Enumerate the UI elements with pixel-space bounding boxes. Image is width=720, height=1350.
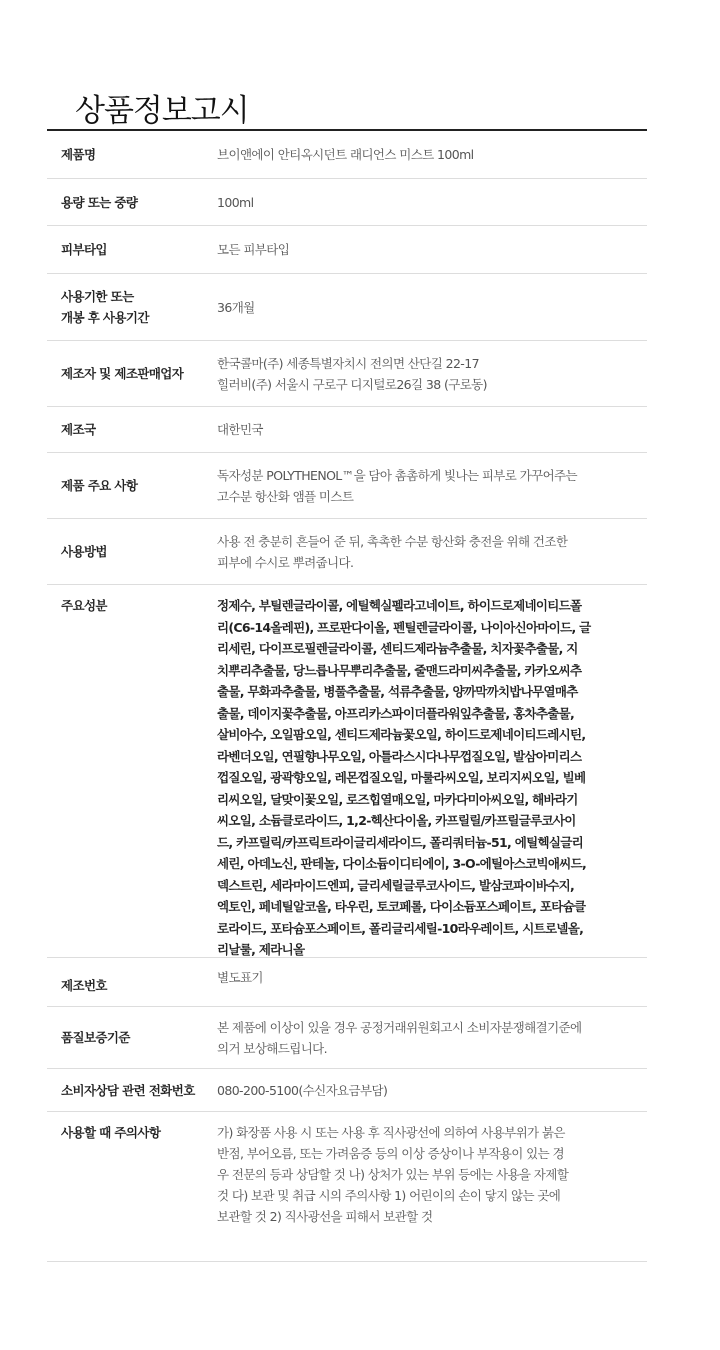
row-value-line: 별도표기 bbox=[217, 970, 263, 985]
row-value-line: 리씨오일, 달맞이꽃오일, 로즈힙열매오일, 마카다미아씨오일, 해바라기 bbox=[217, 791, 578, 807]
row-value-line: 리날룰, 제라니올 bbox=[217, 942, 305, 957]
row-value bbox=[217, 465, 647, 507]
row-value bbox=[217, 419, 647, 440]
row-value-line: 피부에 수시로 뿌려줍니다. bbox=[217, 554, 354, 570]
row-label bbox=[47, 286, 217, 328]
key-features-row bbox=[47, 453, 647, 519]
row-value bbox=[217, 958, 647, 988]
skin-type-row bbox=[47, 226, 647, 274]
row-label-line: 제조국 bbox=[61, 422, 96, 437]
row-label-line: 제품 주요 사항 bbox=[61, 478, 138, 493]
row-value-line: 힐러비(주) 서울시 구로구 디지털로26길 38 (구로동) bbox=[217, 376, 487, 392]
row-value-line: 치뿌리추출물, 당느릅나무뿌리추출물, 줄맨드라미씨추출물, 카카오씨추 bbox=[217, 662, 582, 678]
row-value-line: 고수분 항산화 앰플 미스트 bbox=[217, 488, 354, 504]
row-value-line: 한국콜마(주) 세종특별자치시 전의면 산단길 22-17 bbox=[217, 355, 479, 371]
row-value-line: 100ml bbox=[217, 194, 254, 210]
row-label bbox=[47, 541, 217, 562]
row-value bbox=[217, 531, 647, 573]
row-value-line: 엑토인, 페네틸알코올, 타우린, 토코페롤, 다이소듐포스페이트, 포타슘클 bbox=[217, 899, 586, 914]
row-label bbox=[47, 1080, 217, 1101]
row-label-line: 소비자상담 관련 전화번호 bbox=[61, 1082, 195, 1098]
row-value-line: 독자성분 POLYTHENOL™을 담아 촘촘하게 빛나는 피부로 가꾸어주는 bbox=[217, 467, 577, 483]
row-label-line: 제품명 bbox=[61, 147, 96, 162]
customer-phone-row bbox=[47, 1069, 647, 1112]
row-value bbox=[217, 239, 647, 260]
row-value-line: 껍질오일, 광곽향오일, 레몬껍질오일, 마룰라씨오일, 보리지씨오일, 빌베 bbox=[217, 770, 586, 785]
row-value bbox=[217, 353, 647, 395]
row-label bbox=[47, 1112, 217, 1143]
row-value-line: 것 다) 보관 및 취급 시의 주의사항 1) 어린이의 손이 닿지 않는 곳에 bbox=[217, 1188, 561, 1203]
row-label bbox=[47, 192, 217, 213]
product-name-row bbox=[47, 131, 647, 179]
row-value-line: 정제수, 부틸렌글라이콜, 에틸헥실펠라고네이트, 하이드로제네이티드폴 bbox=[217, 598, 582, 613]
row-label-line: 피부타입 bbox=[61, 242, 107, 257]
row-label-line: 제조번호 bbox=[61, 978, 107, 993]
product-info-table bbox=[47, 129, 647, 1262]
quality-standard-row bbox=[47, 1007, 647, 1069]
row-label bbox=[47, 419, 217, 440]
row-label bbox=[47, 585, 217, 616]
row-value-line: 씨오일, 소듐클로라이드, 1,2-헥산다이올, 카프릴릴/카프릴글루코사이 bbox=[217, 813, 576, 828]
row-value-line: 본 제품에 이상이 있을 경우 공정거래위원회고시 소비자분쟁해결기준에 bbox=[217, 1019, 582, 1035]
country-row bbox=[47, 407, 647, 453]
row-label bbox=[47, 975, 217, 1006]
row-value-line: 보관할 것 2) 직사광선을 피해서 보관할 것 bbox=[217, 1209, 433, 1224]
row-value bbox=[217, 192, 647, 213]
row-value bbox=[217, 585, 647, 961]
row-label-line: 사용할 때 주의사항 bbox=[61, 1125, 161, 1140]
row-value-line: 라벤더오일, 연필향나무오일, 아틀라스시다나무껍질오일, 발삼아미리스 bbox=[217, 748, 582, 764]
row-value-line: 출물, 무화과추출물, 병풀추출물, 석류추출물, 양까막까치밥나무열매추 bbox=[217, 684, 578, 699]
row-value-line: 리세린, 다이프로필렌글라이콜, 센티드제라늄추출물, 치자꽃추출물, 지 bbox=[217, 641, 578, 656]
row-value-line: 의거 보상해드립니다. bbox=[217, 1040, 328, 1056]
ingredients-row bbox=[47, 585, 647, 958]
row-label bbox=[47, 363, 217, 384]
row-value-line: 브이앤에이 안티옥시던트 래디언스 미스트 100ml bbox=[217, 147, 474, 162]
row-value bbox=[217, 1112, 647, 1227]
manufacturer-row bbox=[47, 341, 647, 407]
row-value-line: 리(C6-14올레핀), 프로판다이올, 펜틸렌글라이콜, 나이아신아마이드, 글 bbox=[217, 619, 591, 635]
row-value bbox=[217, 1080, 647, 1101]
row-value-line: 080-200-5100(수신자요금부담) bbox=[217, 1082, 388, 1098]
row-value bbox=[217, 1017, 647, 1059]
row-label bbox=[47, 239, 217, 260]
row-label bbox=[47, 144, 217, 165]
page-title: 상품정보고시 bbox=[75, 92, 249, 129]
row-label-line: 개봉 후 사용기간 bbox=[61, 310, 149, 325]
row-value-line: 사용 전 충분히 흔들어 준 뒤, 촉촉한 수분 항산화 충전을 위해 건조한 bbox=[217, 533, 568, 549]
row-value-line: 모든 피부타입 bbox=[217, 242, 290, 257]
row-label-line: 제조자 및 제조판매업자 bbox=[61, 366, 184, 381]
row-value bbox=[217, 297, 647, 318]
row-value bbox=[217, 144, 647, 165]
row-value-line: 덱스트린, 세라마이드엔피, 글리세릴글루코사이드, 발삼코파이바수지, bbox=[217, 877, 575, 893]
caution-row bbox=[47, 1112, 647, 1262]
row-label-line: 주요성분 bbox=[61, 598, 107, 613]
row-value-line: 출물, 데이지꽃추출물, 아프리카스파이더플라워잎추출물, 홍차추출물, bbox=[217, 705, 575, 721]
row-value-line: 드, 카프릴릭/카프릭트라이글리세라이드, 폴리쿼터늄-51, 에틸헥실글리 bbox=[217, 834, 583, 850]
usage-row bbox=[47, 519, 647, 585]
volume-row bbox=[47, 179, 647, 226]
row-value-line: 가) 화장품 사용 시 또는 사용 후 직사광선에 의하여 사용부위가 붉은 bbox=[217, 1125, 565, 1140]
lot-number-row bbox=[47, 958, 647, 1007]
row-value-line: 36개월 bbox=[217, 299, 255, 315]
row-value-line: 로라이드, 포타슘포스페이트, 폴리글리세릴-10라우레이트, 시트로넬올, bbox=[217, 920, 584, 936]
row-label-line: 사용방법 bbox=[61, 544, 107, 559]
row-label bbox=[47, 475, 217, 496]
row-value-line: 우 전문의 등과 상담할 것 나) 상처가 있는 부위 등에는 사용을 자제할 bbox=[217, 1167, 569, 1182]
row-value-line: 세린, 아데노신, 판테놀, 다이소듐이디티에이, 3-O-에틸아스코빅애씨드, bbox=[217, 856, 587, 871]
row-value-line: 대한민국 bbox=[217, 422, 263, 437]
row-label-line: 품질보증기준 bbox=[61, 1030, 130, 1045]
row-value-line: 살비아수, 오일팜오일, 센티드제라늄꽃오일, 하이드로제네이티드레시틴, bbox=[217, 727, 586, 742]
row-value-line: 반점, 부어오름, 또는 가려움증 등의 이상 증상이나 부작용이 있는 경 bbox=[217, 1146, 564, 1161]
row-label-line: 용량 또는 중량 bbox=[61, 194, 138, 210]
row-label bbox=[47, 1027, 217, 1048]
expiry-row bbox=[47, 274, 647, 341]
row-label-line: 사용기한 또는 bbox=[61, 289, 134, 304]
